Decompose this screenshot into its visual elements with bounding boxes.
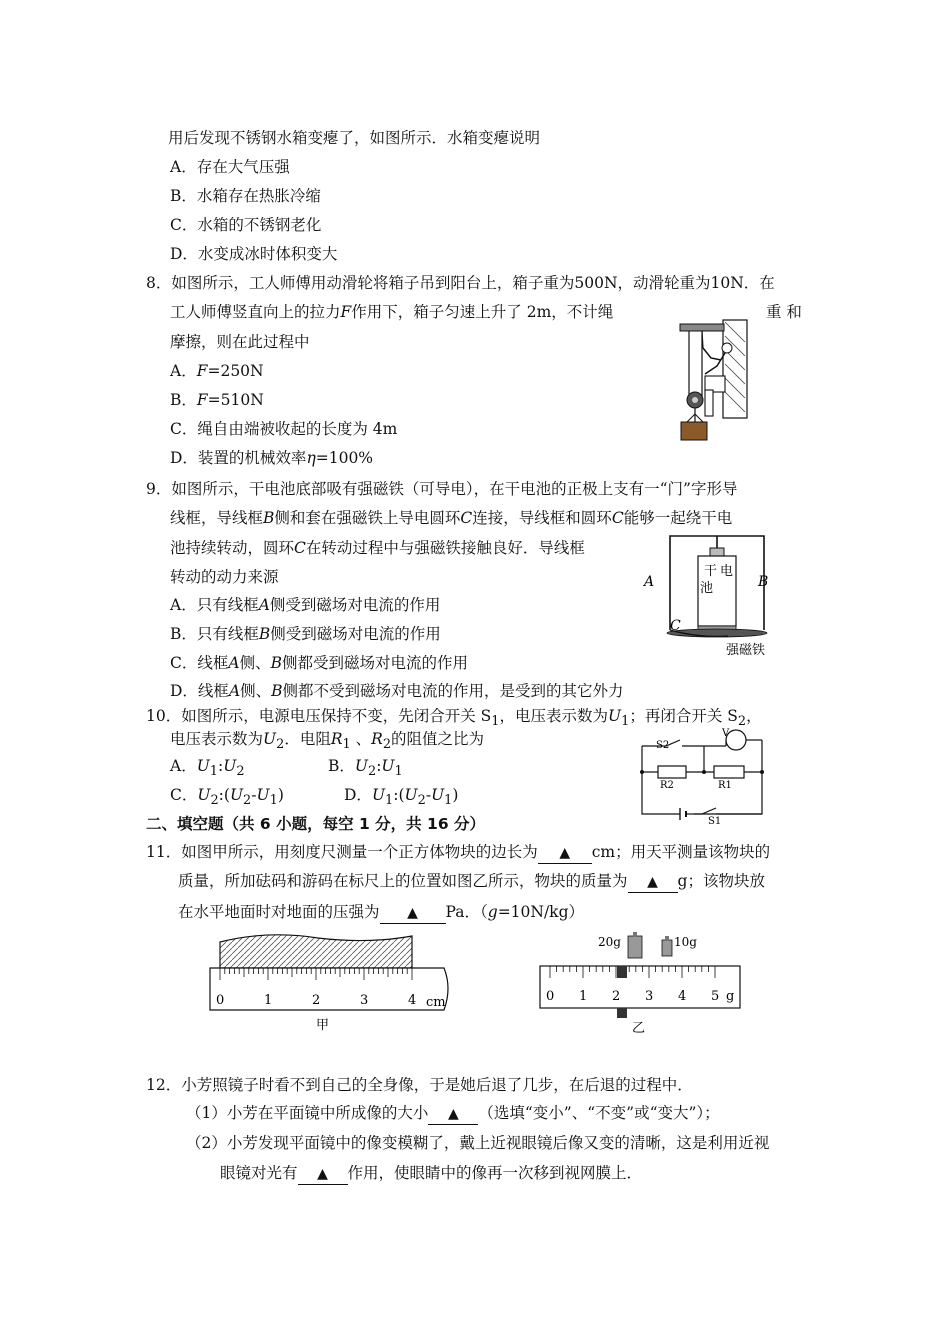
q8-stem-line2-end: 重 和 [766,303,802,321]
q9-stem-line2: 线框，导线框B侧和套在强磁铁上导电圆环C连接，导线框和圆环C能够一起绕干电 [170,509,733,527]
ruler-b-tick-label: 5 [711,989,720,1004]
ruler-b-tick-label: 1 [579,989,588,1004]
q10-circuit-figure [636,726,766,826]
label-c: C [670,618,681,634]
ruler-unit: cm [426,995,446,1010]
q11-stem-line1: 11．如图甲所示，用刻度尺测量一个正方体物块的边长为 ▲ cm；用天平测量该物块的 [146,842,770,864]
ruler-b-tick-label: 3 [645,989,654,1004]
q10-stem-line1: 10．如图所示，电源电压保持不变，先闭合开关 $S_1$，电压表示数为$U_1$；再闭合开关 $S_2$， [146,707,762,730]
weight-10g-label: 10g [674,935,697,949]
ruler-b-tick-label: 0 [546,989,555,1004]
weight-20g-label: 20g [598,935,621,949]
label-s1: S1 [708,816,722,827]
q8-stem-line1: 8．如图所示，工人师傅用动滑轮将箱子吊到阳台上，箱子重为500N，动滑轮重为10N．在 [146,274,775,292]
q9-stem-line3: 池持续转动，圆环C在转动过程中与强磁铁接触良好．导线框 [170,539,585,557]
magnet-label: 强磁铁 [726,643,766,658]
q8-stem-line3: 摩擦，则在此过程中 [170,333,310,351]
q12-sub1: （1）小芳在平面镜中所成像的大小 ▲ （选填“变小”、“不变”或“变大”）； [186,1103,720,1125]
svg-text:电: 电 [720,564,734,579]
q12-sub2-line2: 眼镜对光有 ▲ 作用，使眼睛中的像再一次移到视网膜上． [220,1163,642,1185]
q9-option-b: B．只有线框B侧受到磁场对电流的作用 [170,625,441,643]
q7-continuation: 用后发现不锈钢水箱变瘪了，如图所示．水箱变瘪说明 [168,129,541,147]
ruler-a-tick-label: 1 [264,993,273,1008]
q9-battery-figure [638,530,778,662]
ruler-a-tick-label: 0 [216,993,225,1008]
q7-option-d: D．水变成冰时体积变大 [170,245,338,263]
resistor-r2 [658,766,686,778]
label-b: B [758,574,769,590]
worker-body [703,348,725,374]
q7-option-c: C．水箱的不锈钢老化 [170,216,322,234]
battery-label-1: 干 [704,564,718,579]
q9-option-d: D．线框A侧、B侧都不受到磁场对电流的作用，是受到的其它外力 [170,682,624,700]
q10-option-b: B．$U_2:U_1$ [328,757,403,780]
resistor-r1 [714,766,744,778]
q7-option-b: B．水箱存在热胀冷缩 [170,187,321,205]
ruler-b-tick-label: 2 [612,989,621,1004]
answer-blank-pressure[interactable]: ▲ [380,902,446,924]
q10-option-a: A．$U_1:U_2$ [170,757,245,780]
label-a: A [644,574,655,590]
q11-ruler-figure [208,930,458,1035]
q8-option-d: D．装置的机械效率η=100% [170,449,374,467]
q12-stem: 12．小芳照镜子时看不到自己的全身像，于是她后退了几步，在后退的过程中． [146,1076,693,1094]
ruler-a-tick-label: 2 [312,993,321,1008]
ruler-a-tick-label: 3 [360,993,369,1008]
q8-pulley-figure [675,318,755,444]
worker-head [722,343,732,353]
caption-yi: 乙 [632,1021,646,1036]
q10-option-c: C．$U_2:(U_2-U_1)$ [170,786,284,809]
label-s2: S2 [656,740,670,751]
q10-option-d: D．$U_1:(U_2-U_1)$ [344,786,459,809]
section-title: 二、填空题（共 6 小题，每空 1 分，共 16 分） [146,815,486,833]
q9-stem-line1: 9．如图所示，干电池底部吸有强磁铁（可导电），在干电池的正极上支有一“门”字形导 [146,480,738,498]
q11-balance-figure [538,928,748,1038]
answer-blank-mass[interactable]: ▲ [628,871,678,893]
ruler-a-tick-label: 4 [408,993,417,1008]
scale-unit: g [726,989,735,1004]
q7-option-a: A．存在大气压强 [170,158,290,176]
q9-stem-line4: 转动的动力来源 [170,568,279,586]
label-r1: R1 [718,780,732,791]
q8-stem-line2: 工人师傅竖直向上的拉力F作用下，箱子匀速上升了 2m，不计绳 [170,303,614,321]
q8-option-b: B．F=510N [170,391,264,409]
block [220,935,412,968]
weight-10g [662,940,672,956]
q9-option-a: A．只有线框A侧受到磁场对电流的作用 [170,596,441,614]
rider [617,966,627,978]
answer-blank-length[interactable]: ▲ [538,842,592,864]
q11-stem-line2: 质量，所加砝码和游码在标尺上的位置如图乙所示，物块的质量为 ▲ g；该物块放 [178,871,765,893]
ruler-b-tick-label: 4 [678,989,687,1004]
switch-s1 [702,808,716,814]
switch-s2 [642,740,726,746]
q10-stem-line2: 电压表示数为$U_2$．电阻$R_1$ 、$R_2$的阻值之比为 [170,730,485,753]
label-v: V [722,728,730,739]
q9-option-c: C．线框A侧、B侧都受到磁场对电流的作用 [170,654,468,672]
scale-beam [540,966,740,1008]
q8-option-a: A．F=250N [170,362,264,380]
wall [723,320,747,418]
box [681,422,707,440]
q11-stem-line3: 在水平地面时对地面的压强为 ▲ Pa．（g=10N/kg） [178,902,584,924]
answer-blank-lens-effect[interactable]: ▲ [298,1163,348,1185]
label-r2: R2 [660,780,674,791]
q12-sub2-line1: （2）小芳发现平面镜中的像变模糊了，戴上近视眼镜后像又变的清晰，这是利用近视 [186,1134,770,1152]
answer-blank-image-size[interactable]: ▲ [428,1103,478,1125]
svg-text:池: 池 [700,581,714,596]
weight-20g [628,936,642,958]
beam [680,324,724,331]
caption-jia: 甲 [316,1018,330,1033]
q8-option-c: C．绳自由端被收起的长度为 4m [170,420,398,438]
battery-cap [710,548,724,556]
